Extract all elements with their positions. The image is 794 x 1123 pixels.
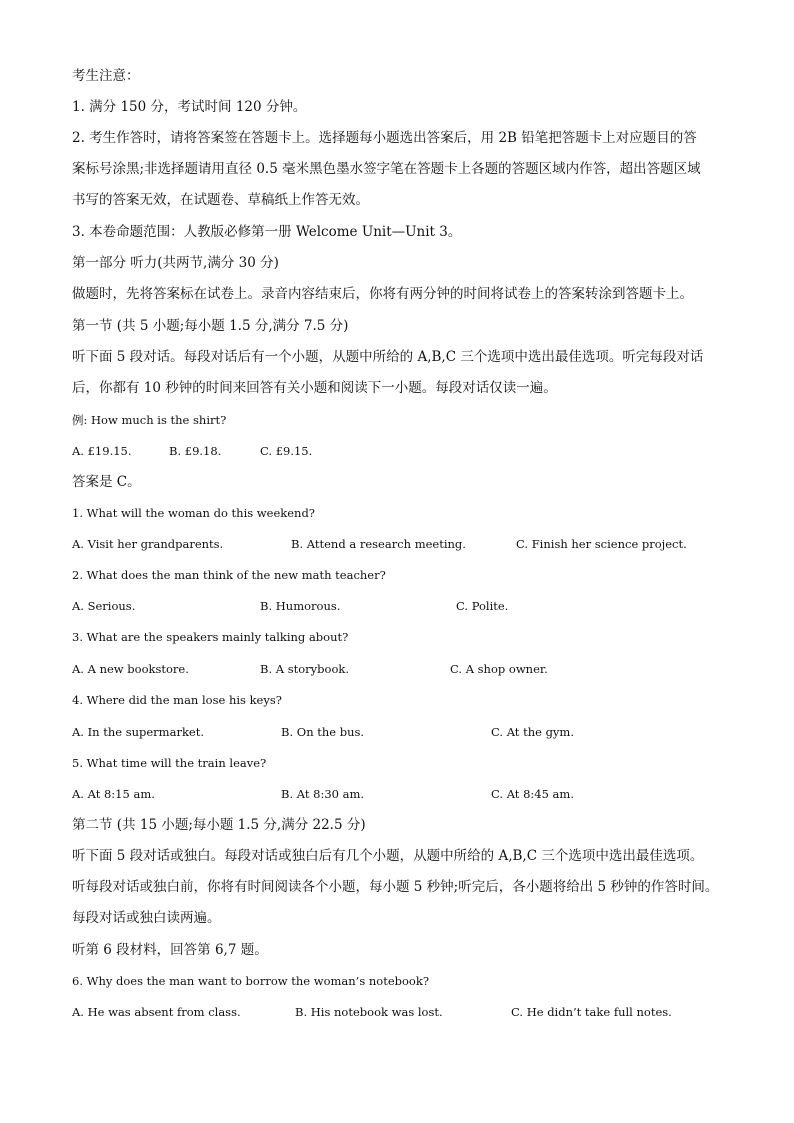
section2-instruction-line-3: 每段对话或独白读两遍。 [72, 910, 221, 926]
question-1-option-b: B. Attend a research meeting. [291, 537, 466, 551]
part1-heading: 第一部分 听力(共两节,满分 30 分) [72, 255, 279, 271]
example-option-b: B. £9.18. [169, 444, 222, 458]
question-5-option-a: A. At 8:15 am. [72, 787, 155, 801]
question-4-option-c: C. At the gym. [491, 725, 574, 739]
question-2-option-a: A. Serious. [72, 599, 136, 613]
question-4-option-b: B. On the bus. [281, 725, 365, 739]
question-4: 4. Where did the man lose his keys? [72, 693, 282, 707]
section2-instruction-line-2: 听每段对话或独白前，你将有时间阅读各个小题，每小题 5 秒钟;听完后，各小题将给出 5 秒钟的作答时间。 [72, 879, 719, 895]
question-2-option-b: B. Humorous. [260, 599, 341, 613]
section1-instruction-line-2: 后，你都有 10 秒钟的时间来回答有关小题和阅读下一小题。每段对话仅读一遍。 [72, 380, 557, 396]
notice-title: 考生注意： [72, 68, 140, 84]
section1-instruction-line-1: 听下面 5 段对话。每段对话后有一个小题，从题中所给的 A,B,C 三个选项中选出最佳选项。听完每段对话 [72, 349, 704, 365]
material-6-label: 听第 6 段材料，回答第 6,7 题。 [72, 942, 268, 958]
question-5: 5. What time will the train leave? [72, 756, 267, 770]
question-1-option-c: C. Finish her science project. [516, 537, 687, 551]
question-2: 2. What does the man think of the new math teacher? [72, 568, 386, 582]
question-1-option-a: A. Visit her grandparents. [72, 537, 224, 551]
section1-heading: 第一节 (共 5 小题;每小题 1.5 分,满分 7.5 分) [72, 318, 349, 334]
notice-item-2-line-1: 2. 考生作答时，请将答案签在答题卡上。选择题每小题选出答案后，用 2B 铅笔把答题卡上对应题目的答 [72, 130, 697, 146]
section2-heading: 第二节 (共 15 小题;每小题 1.5 分,满分 22.5 分) [72, 817, 366, 833]
example-answer: 答案是 C。 [72, 474, 141, 490]
question-3: 3. What are the speakers mainly talking about? [72, 630, 349, 644]
question-3-option-b: B. A storybook. [260, 662, 349, 676]
question-6: 6. Why does the man want to borrow the woman’s notebook? [72, 974, 429, 988]
question-2-option-c: C. Polite. [456, 599, 509, 613]
notice-item-3: 3. 本卷命题范围：人教版必修第一册 Welcome Unit—Unit 3。 [72, 224, 462, 240]
section2-instruction-line-1: 听下面 5 段对话或独白。每段对话或独白后有几个小题，从题中所给的 A,B,C 三个选项中选出最佳选项。 [72, 848, 704, 864]
question-3-option-c: C. A shop owner. [450, 662, 548, 676]
question-5-option-c: C. At 8:45 am. [491, 787, 574, 801]
question-4-option-a: A. In the supermarket. [72, 725, 204, 739]
question-6-option-a: A. He was absent from class. [72, 1005, 241, 1019]
question-3-option-a: A. A new bookstore. [72, 662, 189, 676]
question-5-option-b: B. At 8:30 am. [281, 787, 365, 801]
notice-item-1: 1. 满分 150 分，考试时间 120 分钟。 [72, 99, 307, 115]
notice-item-2-line-3: 书写的答案无效，在试题卷、草稿纸上作答无效。 [72, 192, 369, 208]
example-option-c: C. £9.15. [260, 444, 313, 458]
part1-instruction: 做题时，先将答案标在试卷上。录音内容结束后，你将有两分钟的时间将试卷上的答案转涂到答题卡上。 [72, 286, 693, 302]
notice-item-2-line-2: 案标号涂黑;非选择题请用直径 0.5 毫米黑色墨水签字笔在答题卡上各题的答题区域内作答，超出答题区域 [72, 161, 701, 177]
example-option-a: A. £19.15. [72, 444, 132, 458]
question-6-option-b: B. His notebook was lost. [295, 1005, 443, 1019]
question-6-option-c: C. He didn’t take full notes. [511, 1005, 672, 1019]
example-question: 例: How much is the shirt? [72, 413, 227, 427]
question-1: 1. What will the woman do this weekend? [72, 506, 315, 520]
